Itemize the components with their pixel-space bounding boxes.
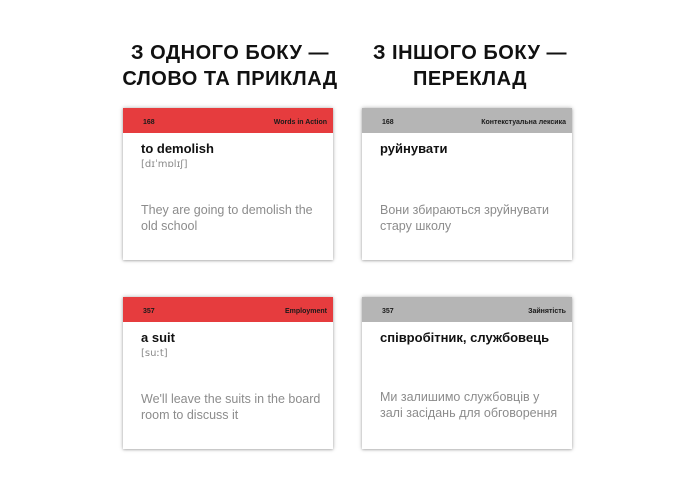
card-back-demolish — [362, 108, 572, 260]
card-transcription: [suːt] — [141, 348, 168, 359]
heading-left-line-2: СЛОВО ТА ПРИКЛАД — [122, 68, 338, 90]
heading-left-line-1: З ОДНОГО БОКУ — — [131, 42, 329, 64]
card-category: Зайнятість — [528, 308, 566, 315]
heading-left — [105, 40, 355, 92]
card-word: співробітник, службовець — [380, 330, 550, 345]
card-number: 357 — [143, 308, 155, 315]
card-number: 168 — [143, 119, 155, 126]
card-header — [362, 108, 572, 133]
card-header — [362, 297, 572, 322]
card-number: 357 — [382, 308, 394, 315]
card-example: We'll leave the suits in the board room to discuss it — [141, 392, 321, 422]
card-word: руйнувати — [380, 141, 448, 156]
card-front-demolish — [123, 108, 333, 260]
card-front-suit — [123, 297, 333, 449]
card-category: Контекстуальна лексика — [481, 119, 566, 126]
heading-right-line-1: З ІНШОГО БОКУ — — [372, 42, 568, 64]
card-transcription: [dɪˈmɒlɪʃ] — [141, 159, 188, 170]
card-example: They are going to demolish the old school — [141, 203, 313, 233]
card-number: 168 — [382, 119, 394, 126]
card-header — [123, 108, 333, 133]
card-header — [123, 297, 333, 322]
card-example: Вони збираються зруйнувати стару школу — [380, 203, 549, 233]
card-category: Employment — [284, 308, 327, 315]
card-word: a suit — [141, 330, 175, 345]
card-back-suit — [362, 297, 572, 449]
heading-right — [345, 40, 595, 92]
card-word: to demolish — [141, 141, 214, 156]
card-category: Words in Action — [273, 119, 327, 126]
heading-right-line-2: ПЕРЕКЛАД — [412, 68, 528, 90]
card-example: Ми залишимо службовців у залі засідань для обговорення — [380, 390, 558, 420]
